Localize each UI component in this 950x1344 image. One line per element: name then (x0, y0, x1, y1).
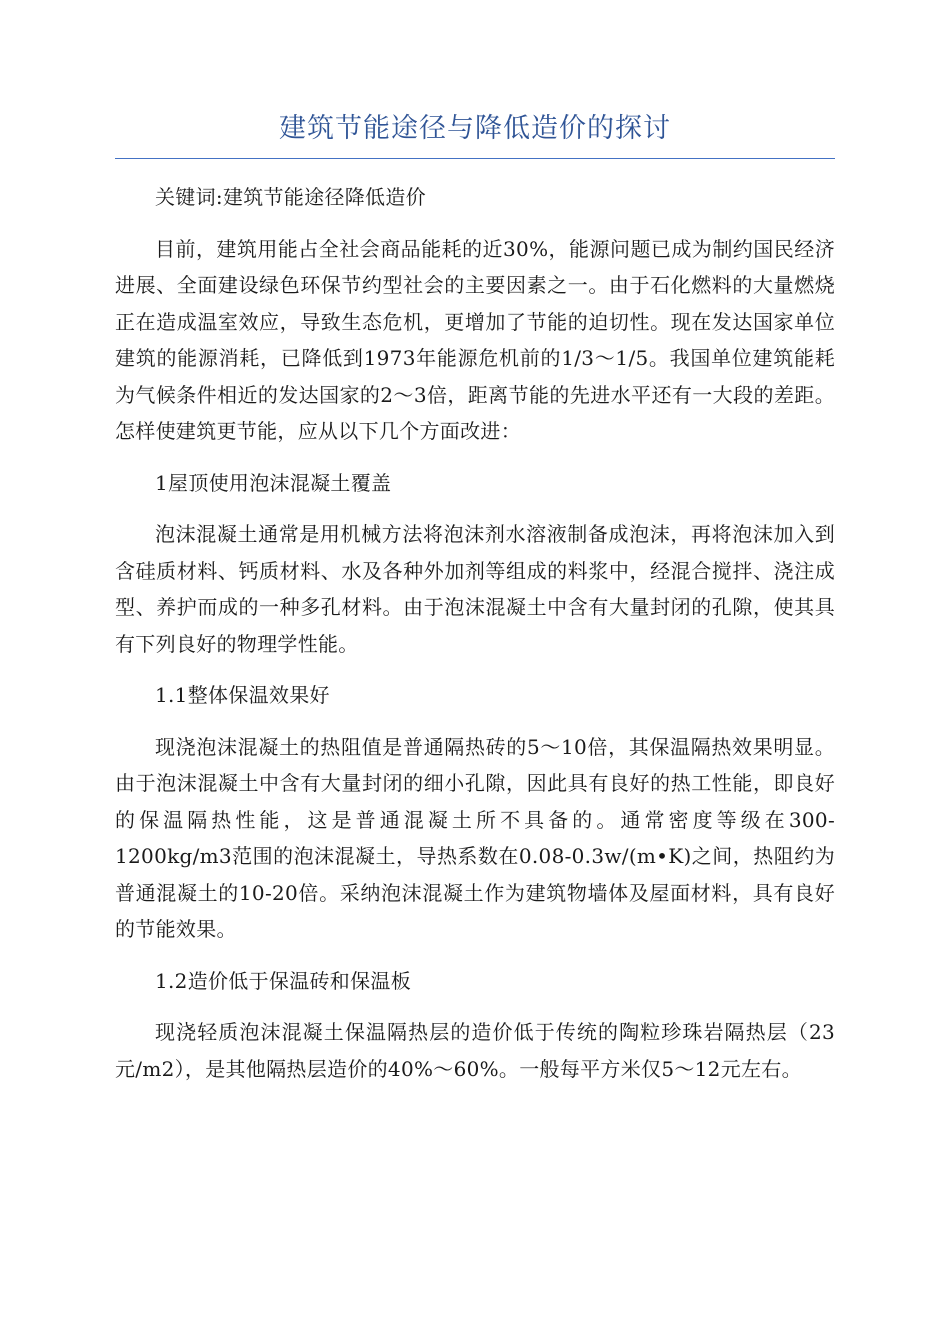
section-1-2-heading: 1.2造价低于保温砖和保温板 (155, 968, 412, 993)
intro-paragraph: 目前，建筑用能占全社会商品能耗的近30%，能源问题已成为制约国民经济进展、全面建设绿色环保节约型社会的主要因素之一。由于石化燃料的大量燃烧正在造成温室效应，导致生态危机，更增加了节能的迫切性。现在发达国家单位建筑的能源消耗，已降低到1973年能源危机前的1/3～1/5。我国单位建筑能耗为气候条件相近的发达国家的2～3倍，距离节能的先进水平还有一大段的差距。怎样使建筑更节能，应从以下几个方面改进： (115, 236, 835, 443)
section-1-2-paragraph: 现浇轻质泡沫混凝土保温隔热层的造价低于传统的陶粒珍珠岩隔热层（23元/m2），是其他隔热层造价的40%～60%。一般每平方米仅5～12元左右。 (115, 1020, 835, 1081)
keywords-line: 关键词:建筑节能途径降低造价 (155, 185, 426, 209)
section-1-1-paragraph: 现浇泡沫混凝土的热阻值是普通隔热砖的5～10倍，其保温隔热效果明显。由于泡沫混凝土中含有大量封闭的细小孔隙，因此具有良好的热工性能，即良好的保温隔热性能，这是普通混凝土所不具备的。通常密度等级在300-1200kg/m3范围的泡沫混凝土，导热系数在0.08-0.3w/(m•K)之间，热阻约为普通混凝土的10-20倍。采纳泡沫混凝土作为建筑物墙体及屋面材料，具有良好的节能效果。 (115, 734, 835, 941)
document-page (115, 100, 835, 1087)
section-1-heading: 1屋顶使用泡沫混凝土覆盖 (155, 470, 392, 495)
document-title: 建筑节能途径与降低造价的探讨 (115, 100, 835, 159)
section-1-paragraph: 泡沫混凝土通常是用机械方法将泡沫剂水溶液制备成泡沫，再将泡沫加入到含硅质材料、钙质材料、水及各种外加剂等组成的料浆中，经混合搅拌、浇注成型、养护而成的一种多孔材料。由于泡沫混凝土中含有大量封闭的孔隙，使其具有下列良好的物理学性能。 (115, 522, 835, 656)
section-1-1-heading: 1.1整体保温效果好 (155, 683, 330, 707)
